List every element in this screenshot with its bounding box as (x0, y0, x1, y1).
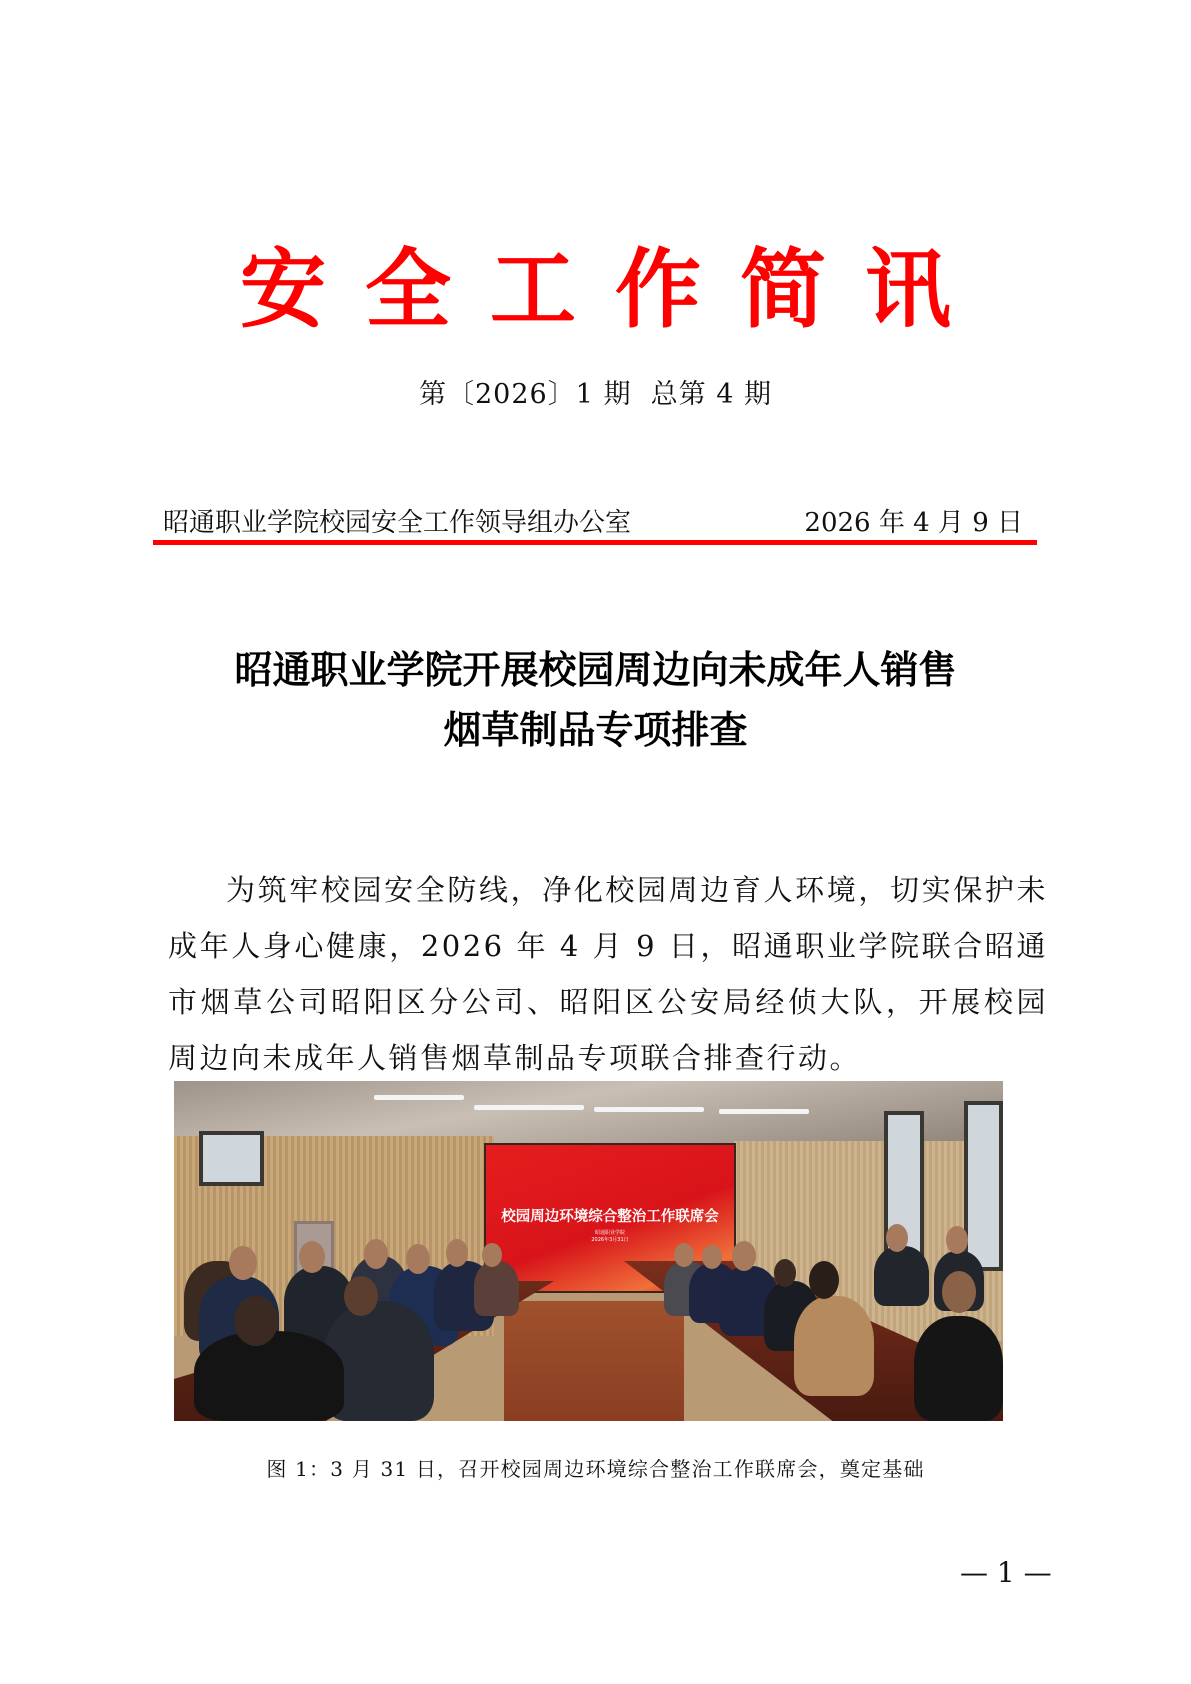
attendee (194, 1331, 344, 1421)
masthead-char: 全 (365, 240, 451, 340)
photo-window (199, 1131, 264, 1186)
ceiling-light (719, 1109, 809, 1114)
headline-line-2: 烟草制品专项排查 (443, 707, 748, 752)
masthead-title (0, 240, 1191, 340)
issuer-row (163, 506, 1023, 540)
issuer-name: 昭通职业学院校园安全工作领导组办公室 (163, 508, 632, 538)
red-divider (153, 540, 1037, 545)
attendee-head (774, 1259, 796, 1287)
page-number: — 1 — (960, 1556, 1052, 1589)
masthead-char: 作 (615, 240, 701, 340)
masthead-char: 讯 (865, 240, 951, 340)
attendee-head (674, 1243, 694, 1267)
issue-date: 2026 年 4 月 9 日 (804, 508, 1023, 538)
masthead-char: 简 (740, 240, 826, 340)
attendee-head (942, 1271, 976, 1313)
attendee-head (234, 1296, 278, 1346)
attendee (474, 1261, 519, 1316)
figure-caption: 图 1：3 月 31 日，召开校园周边环境综合整治工作联席会，奠定基础 (266, 1457, 925, 1481)
attendee-head (406, 1244, 430, 1274)
photo-floor (504, 1301, 684, 1421)
attendee-head (732, 1241, 756, 1271)
photo-window (964, 1101, 1003, 1271)
article-headline (0, 640, 1191, 760)
screen-title: 校园周边环境综合整治工作联席会 (501, 1209, 719, 1225)
attendee-head (299, 1241, 325, 1273)
headline-line-1: 昭通职业学院开展校园周边向未成年人销售 (234, 647, 957, 692)
attendee (794, 1296, 874, 1396)
attendee-head (364, 1239, 388, 1269)
ceiling-light (374, 1095, 464, 1100)
attendee-head (809, 1261, 839, 1299)
ceiling-light (474, 1105, 584, 1110)
screen-date: 2026年3月31日 (591, 1237, 629, 1243)
paragraph: 为筑牢校园安全防线，净化校园周边育人环境，切实保护未成年人身心健康，2026 年 4 月 9 日，昭通职业学院联合昭通市烟草公司昭阳区分公司、昭阳区公安局经侦大队，开展校园周边向未成年人销售烟草制品专项联合排查行动。 (168, 873, 1048, 1075)
article-body (168, 862, 1048, 1086)
attendee (914, 1316, 1003, 1421)
attendee-head (702, 1245, 722, 1269)
ceiling-light (594, 1107, 704, 1112)
attendee-head (229, 1246, 257, 1280)
screen-org: 昭通职业学院 (594, 1230, 625, 1236)
masthead-char: 工 (490, 240, 576, 340)
meeting-photo (174, 1081, 1003, 1421)
attendee-head (946, 1226, 968, 1254)
attendee-head (482, 1243, 502, 1267)
issue-number: 第〔2026〕1 期 总第 4 期 (419, 379, 772, 410)
masthead-char: 安 (240, 240, 326, 340)
attendee-head (344, 1276, 378, 1316)
attendee-head (446, 1239, 468, 1267)
attendee-head (886, 1224, 908, 1252)
attendee (874, 1246, 929, 1306)
